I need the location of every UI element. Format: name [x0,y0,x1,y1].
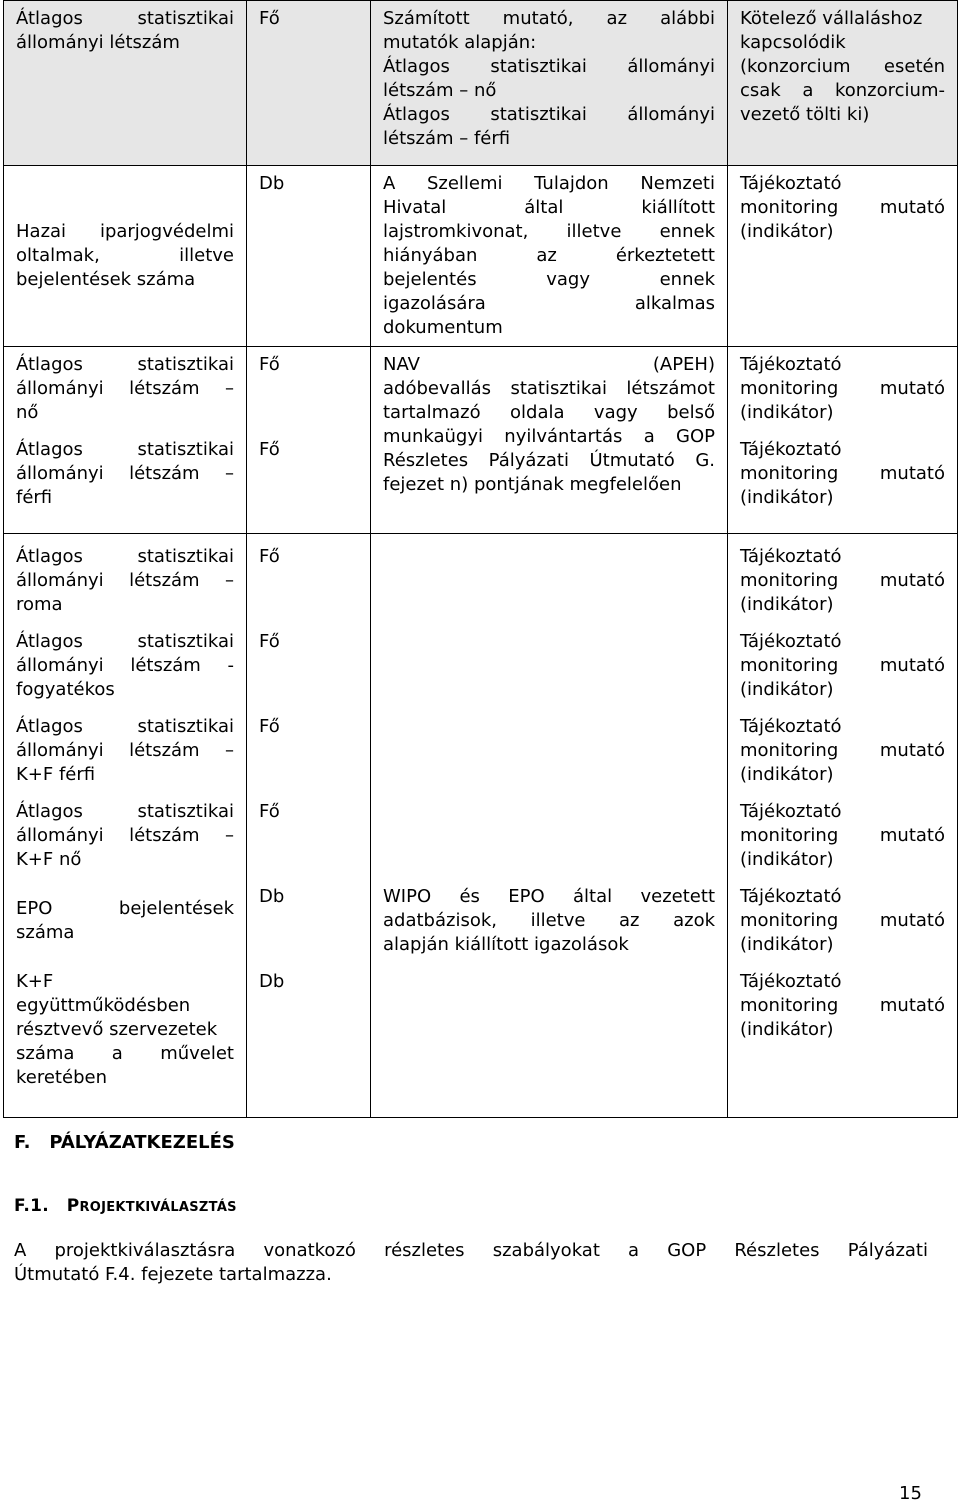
table-row [4,166,958,347]
table-row [4,534,958,1118]
subsection-number: F.1. [14,1196,50,1216]
unit-cell: Db [247,166,371,347]
page-number: 15 [899,1483,922,1504]
table-row [4,347,958,534]
header-type: Kötelező vállaláshoz kapcsolódik (konzorcium esetén csak a konzorcium- vezető tölti ki) [728,1,958,166]
source-cell: WIPO és EPO által vezetett adatbázisok, illetve az azok alapján kiállított igazolások [371,534,728,1118]
source-cell: NAV (APEH) adóbevallás statisztikai létszámot tartalmazó oldala vagy belső munkaügyi nyilvántartás a GOP Részletes Pályázati Útmutató G. fejezet n) pontjának megfelelően [371,347,728,534]
source-cell: A Szellemi Tulajdon Nemzeti Hivatal által kiállított lajstromkivonat, illetve ennek hiányában az érkeztetett bejelentés vagy ennek igazolására alkalmas dokumentum [371,166,728,347]
table-header-row [4,1,958,166]
section-heading-f1 [14,1194,237,1220]
header-unit: Fő [247,1,371,166]
header-indicator-name: Átlagos statisztikai állományi létszám [4,1,247,166]
section-heading-f [14,1131,235,1155]
subsection-title-rest: ROJEKTKIVÁLASZTÁS [79,1200,237,1215]
indicator-table [3,0,958,1118]
section-title: PÁLYÁZATKEZELÉS [49,1132,235,1153]
header-source: Számított mutató, az alábbi mutatók alapján: Átlagos statisztikai állományi létszám – nő Átlagos statisztikai állományi létszám – férfi [371,1,728,166]
type-cell: Tájékoztató monitoring mutató (indikátor) Tájékoztató monitoring mutató (indikátor) [728,347,958,534]
unit-cell: Fő Fő Fő Fő Db Db [247,534,371,1118]
body-paragraph: A projektkiválasztásra vonatkozó részletes szabályokat a GOP Részletes Pályázati Útmutató F.4. fejezete tartalmazza. [14,1240,928,1285]
section-number: F. [14,1132,31,1153]
type-cell: Tájékoztató monitoring mutató (indikátor) Tájékoztató monitoring mutató (indikátor) Tájékoztató monitoring mutató (indikátor) Tájékoztató monitoring mutató (indikátor) Tájékoztató monitoring mutató (indikátor) Tájékoztató monitoring mutató (indikátor) [728,534,958,1118]
indicator-name-cell: Átlagos statisztikai állományi létszám – nő Átlagos statisztikai állományi létszám – férfi [4,347,247,534]
subsection-title-initial: P [66,1196,80,1216]
type-cell: Tájékoztató monitoring mutató (indikátor) [728,166,958,347]
indicator-name-cell: Hazai iparjogvédelmi oltalmak, illetve bejelentések száma [4,166,247,347]
unit-cell: Fő Fő [247,347,371,534]
indicator-name-cell: Átlagos statisztikai állományi létszám – roma Átlagos statisztikai állományi létszám - fogyatékos Átlagos statisztikai állományi létszám – K+F férfi Átlagos statisztikai állományi létszám – K+F nő EPO bejelentések száma K+F együttműködésben résztvevő szervezetek száma a művelet keretében [4,534,247,1118]
